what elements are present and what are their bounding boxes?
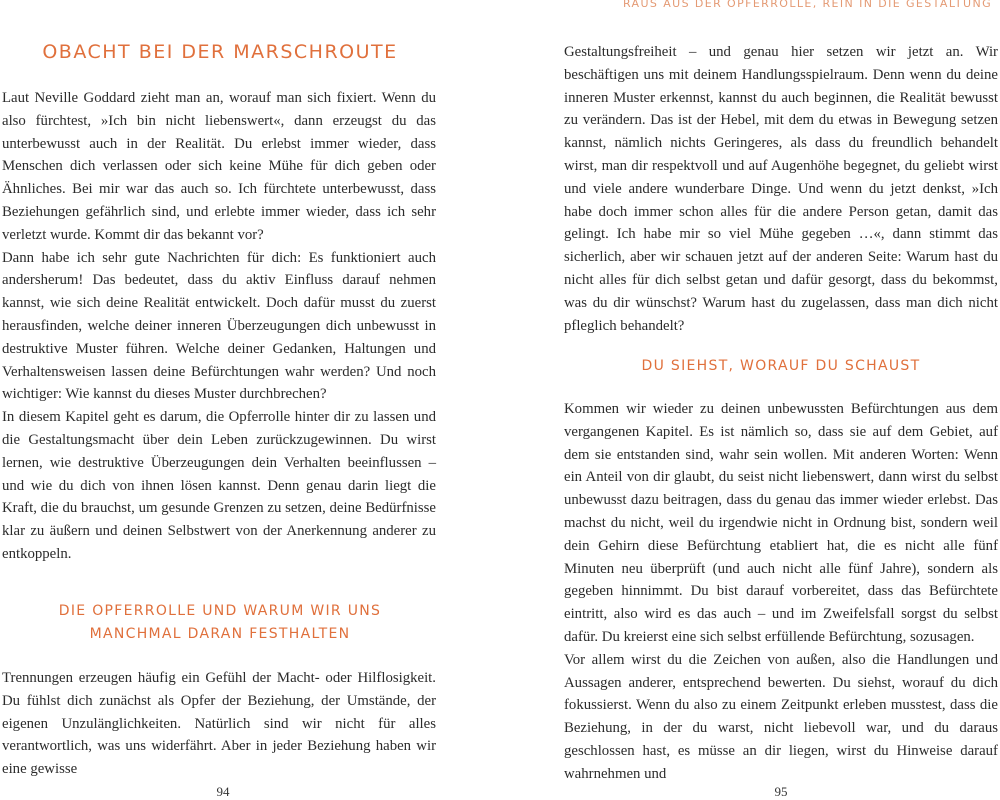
- paragraph: In diesem Kapitel geht es darum, die Opferrolle hinter dir zu lassen und die Gestaltungsmacht über dein Leben zurückzugewinnen. Du wirst lernen, wie destruktive Überzeugungen dein Verhalten beeinflussen – und wie du dich von ihnen lösen kannst. Denn genau darin liegt die Kraft, die du brauchst, um gesunde Grenzen zu setzen, deine Bedürfnisse klar zu äußern und deinen Selbstwert von der Anerkennung anderer zu entkoppeln.: [2, 409, 436, 562]
- left-body-text-b: [2, 667, 436, 781]
- section-title-line: DIE OPFERROLLE UND WARUM WIR UNS: [58, 603, 382, 619]
- right-page: [500, 0, 1000, 800]
- page-number: 94: [216, 784, 230, 799]
- paragraph: Gestaltungsfreiheit – und genau hier setzen wir jetzt an. Wir beschäftigen uns mit deinem Handlungsspielraum. Denn wenn du deine inneren Muster erkennst, kannst du auch beginnen, die Realität bewusst zu verändern. Das ist der Hebel, mit dem du etwas in Bewegung setzen kannst, nämlich nichts Geringeres, als dass du freundlich behandelt wirst, man dir respektvoll und auf Augenhöhe begegnet, du geliebt wirst und viele andere wunderbare Dinge. Und wenn du jetzt denkst, »Ich habe doch immer schon alles für die andere Person getan, damit das gelingt. Ich habe mir so viel Mühe gegeben …«, dann stimmt das sicherlich, aber wir schauen jetzt auf der anderen Seite: Warum hast du nicht alles für dich selbst getan und dafür gesorgt, dass du bekommst, was du dir wünschst? Warum hast du zugelassen, dass man dich nicht pfleglich behandelt?: [564, 44, 998, 334]
- paragraph: Dann habe ich sehr gute Nachrichten für dich: Es funktioniert auch andersherum! Das bedeutet, dass du aktiv Einfluss darauf nehmen kannst, wie sich deine Realität entwickelt. Doch dafür musst du zuerst herausfinden, welche deiner inneren Überzeugungen dich unbewusst in destruktive Muster führen. Welche deiner Gedanken, Haltungen und Verhaltensweisen lassen deine Befürchtungen wahr werden? Und noch wichtiger: Wie kannst du dieses Muster durchbrechen?: [2, 249, 436, 403]
- paragraph: Vor allem wirst du die Zeichen von außen, also die Handlungen und Aussagen anderer, entsprechend bewerten. Du siehst, worauf du dich fokussierst. Wenn du also zu einem Zeitpunkt erleben musstest, dass die Beziehung, in der du warst, nicht liebevoll war, und du daraus geschlossen hast, es müsse an dir liegen, wirst du Hinweise darauf wahrnehmen und: [564, 651, 998, 782]
- paragraph: Kommen wir wieder zu deinen unbewussten Befürchtungen aus dem vergangenen Kapitel. Es ist nämlich so, dass sie auf dem Gebiet, auf dem sie entstanden sind, wahr sein wollen. Mit anderen Worten: Wenn ein Anteil von dir glaubt, du seist nicht liebenswert, dann wirst du selbst unbewusst dazu beitragen, dass du genau das immer wieder erlebst. Das machst du nicht, weil du irgendwie nicht in Ordnung bist, sondern weil dein Gehirn diese Befürchtung etabliert hat, die es nicht alle fünf Minuten neu überprüft (und auch nicht alle fünf Jahre), sondern als gegeben hinnimmt. Du bist darauf vorbereitet, dass das Befürchtete eintritt, also wird es das auch – und im Zweifelsfall sorgst du selbst dafür. Du kreierst eine sich selbst erfüllende Befürchtung, sozusagen.: [564, 401, 998, 645]
- running-head: RAUS AUS DER OPFERROLLE, REIN IN DIE GESTALTUNG: [622, 0, 992, 10]
- right-body-text-b: [564, 398, 998, 786]
- paragraph: Laut Neville Goddard zieht man an, worauf man sich fixiert. Wenn du also fürchtest, »Ich bin nicht liebenswert«, dann erzeugst du das unterbewusst auch in der Realität. Du erlebst immer wieder, dass Menschen dich verlassen oder sich keine Mühe für dich geben oder Ähnliches. Bei mir war das auch so. Ich fürchtete unterbewusst, dass Beziehungen gefährlich sind, und erlebte immer wieder, dass ich sehr verletzt wurde. Kommt dir das bekannt vor?: [2, 90, 436, 243]
- section-title-opferrolle: [0, 600, 440, 646]
- right-body-text-a: [564, 41, 998, 337]
- section-title-du-siehst: DU SIEHST, WORAUF DU SCHAUST: [641, 358, 921, 374]
- left-body-text-a: [2, 87, 436, 566]
- chapter-title: OBACHT BEI DER MARSCHROUTE: [42, 41, 398, 63]
- page-number: 95: [774, 784, 788, 799]
- paragraph: Trennungen erzeugen häufig ein Gefühl der Macht- oder Hilflosigkeit. Du fühlst dich zunächst als Opfer der Beziehung, der Umstände, der eigenen Unzulänglichkeiten. Natürlich sind wir nicht für alles verantwortlich, was uns widerfährt. Aber in jeder Beziehung haben wir eine gewisse: [2, 670, 436, 778]
- section-title-line: MANCHMAL DARAN FESTHALTEN: [89, 626, 351, 642]
